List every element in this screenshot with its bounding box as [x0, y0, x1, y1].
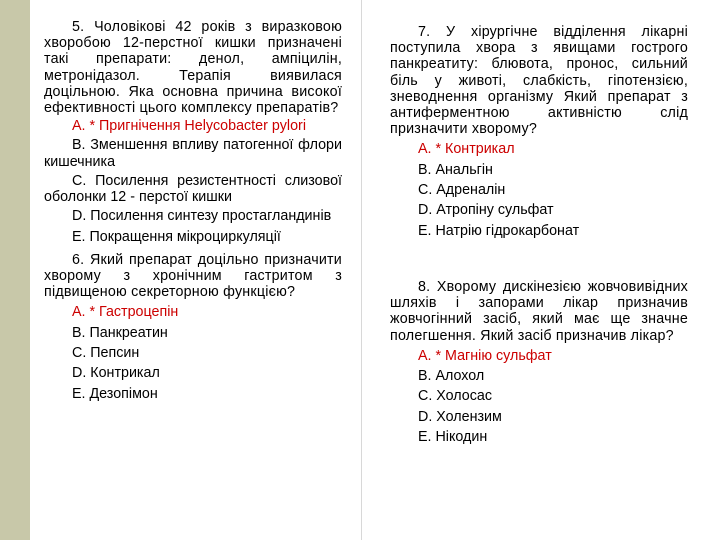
q7-option-c: C. Адреналін	[418, 182, 506, 199]
q7-option-d: D. Атропіну сульфат	[418, 202, 554, 219]
right-column	[390, 0, 688, 447]
q7-option-a-correct: A. * Контрикал	[418, 141, 515, 158]
q6-option-e: E. Дезопімон	[72, 385, 158, 402]
q5-option-d: D. Посилення синтезу простагландинів	[72, 208, 332, 225]
q8-option-a-correct: A. * Магнію сульфат	[418, 347, 552, 364]
q5-option-c: C. Посилення резистентності слизової оболонки 12 - перстої кишки	[44, 172, 342, 206]
q7-option-b: B. Анальгін	[418, 161, 493, 178]
question-7-text: 7. У хірургічне відділення лікарні поступила хвора з явищами гострого панкреатиту: блювота, пронос, сильний біль у животі, слабкість, гіпотензією, зневоднення організму Який препарат з антиферментною активністю слід призначити хворому?	[390, 24, 688, 138]
q8-option-b: B. Алохол	[418, 368, 485, 385]
q5-option-e: E. Покращення мікроциркуляції	[72, 229, 281, 246]
question-8-text: 8. Хворому дискінезією жовчовивідних шляхів і запорами лікар призначив жовчогінний засіб, який має ще значне полегшення. Який засіб призначив лікар?	[390, 278, 688, 344]
q6-option-c: C. Пепсин	[72, 344, 140, 361]
q6-option-b: B. Панкреатин	[72, 324, 168, 341]
column-divider	[361, 0, 362, 540]
q7-option-e: E. Натрію гідрокарбонат	[418, 222, 580, 239]
question-6-text: 6. Який препарат доцільно призначити хворому з хронічним гастритом з підвищеною секреторною функцією?	[44, 251, 342, 301]
decorative-sidebar	[0, 0, 30, 540]
q8-option-c: C. Холосас	[418, 388, 492, 405]
left-column	[44, 0, 342, 404]
question-5-text: 5. Чоловікові 42 років з виразковою хворобою 12-перстної кишки призначені такі препарати: денол, ампіцилін, метронідазол. Терапія виявилася доцільною. Яка основна причина високої ефективності цього комплексу препаратів?	[44, 19, 342, 117]
q6-option-d: D. Контрикал	[72, 365, 160, 382]
q6-option-a-correct: A. * Гастроцепін	[72, 304, 179, 321]
q5-option-a-correct: A. * Пригнічення Helycobacter pylori	[72, 118, 306, 135]
q5-option-b: B. Зменшення впливу патогенної флори кишечника	[44, 137, 342, 170]
q8-option-e: E. Нікодин	[418, 428, 488, 445]
q8-option-d: D. Холензим	[418, 408, 502, 425]
